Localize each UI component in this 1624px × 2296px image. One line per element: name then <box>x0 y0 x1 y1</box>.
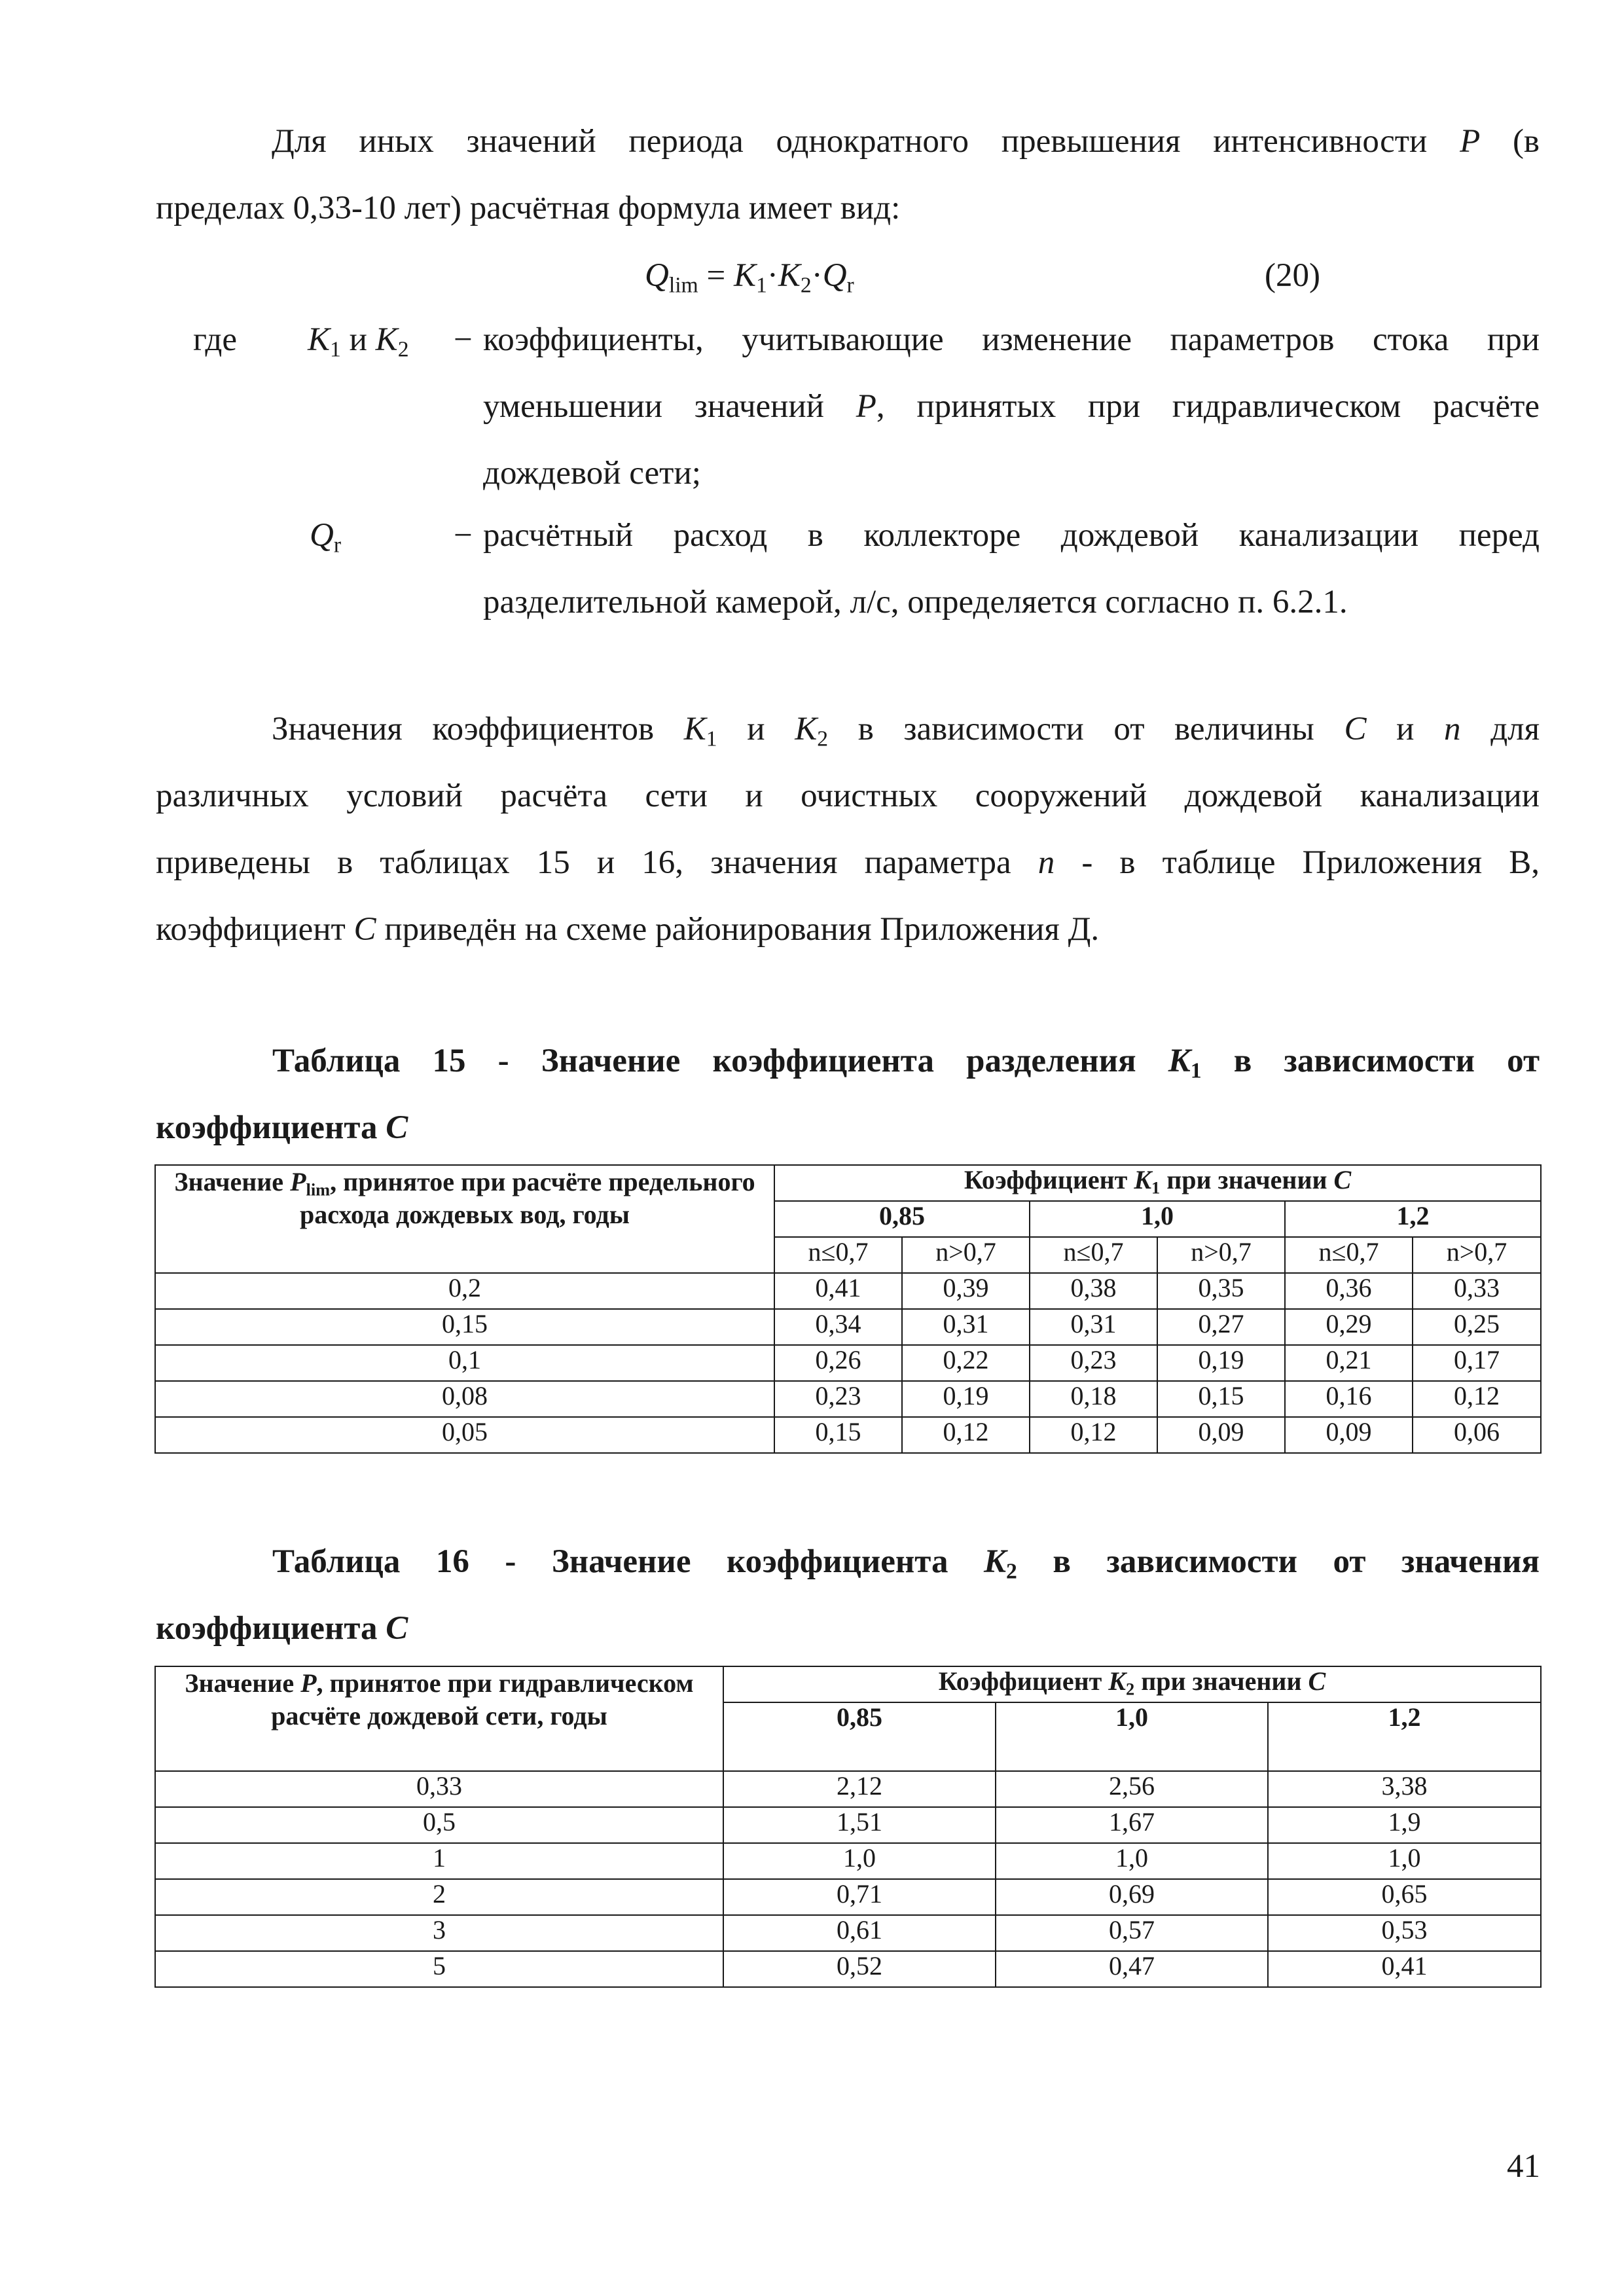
table-row <box>155 1345 1541 1381</box>
table15-cell-period: 0,08 <box>155 1381 774 1417</box>
intro-line-2: пределах 0,33-10 лет) расчётная формула имеет вид: <box>156 190 901 226</box>
table15-cell-period: 0,15 <box>155 1309 774 1345</box>
table15-header-coefficient: Коэффициент $K_1$ при значении C <box>774 1165 1541 1201</box>
table16-header-coefficient: Коэффициент $K_2$ при значении C <box>723 1666 1541 1702</box>
table-15 <box>154 1164 1542 1454</box>
table15-header-n: n>0,7 <box>902 1237 1030 1273</box>
table16-cell: 0,69 <box>996 1879 1268 1915</box>
table15-cell: 0,27 <box>1157 1309 1285 1345</box>
table15-header-c: 0,85 <box>774 1201 1030 1237</box>
table15-cell-period: 0,05 <box>155 1417 774 1453</box>
table-row <box>155 1309 1541 1345</box>
where-term-k1-k2: $K_1$ и $K_2$ <box>308 321 409 362</box>
table16-cell: 0,53 <box>1268 1915 1541 1951</box>
table15-header-period: Значение $P_{lim}$, принятое при расчёте предельного расхода дождевых вод, годы <box>155 1165 774 1273</box>
table16-cell: 1,0 <box>996 1843 1268 1879</box>
where-def1-line2: уменьшении значений P, принятых при гидравлическом расчёте <box>483 388 1540 425</box>
table15-header-n: n≤0,7 <box>774 1237 902 1273</box>
table15-cell-period: 0,2 <box>155 1273 774 1309</box>
table15-cell: 0,31 <box>902 1309 1030 1345</box>
table15-cell: 0,41 <box>774 1273 902 1309</box>
table16-cell: 2,56 <box>996 1771 1268 1807</box>
table15-header-c: 1,0 <box>1030 1201 1285 1237</box>
table16-cell-period: 0,5 <box>155 1807 723 1843</box>
table15-cell: 0,19 <box>902 1381 1030 1417</box>
table15-cell: 0,35 <box>1157 1273 1285 1309</box>
table16-cell: 0,47 <box>996 1951 1268 1987</box>
table16-cell: 1,51 <box>723 1807 996 1843</box>
para2-line-3: приведены в таблицах 15 и 16, значения параметра n - в таблице Приложения В, <box>156 844 1540 881</box>
table16-cell: 1,67 <box>996 1807 1268 1843</box>
table16-cell: 0,41 <box>1268 1951 1541 1987</box>
table15-cell: 0,17 <box>1413 1345 1541 1381</box>
formula-number: (20) <box>1265 257 1320 294</box>
page-number: 41 <box>1507 2148 1540 2185</box>
table-row <box>155 1951 1541 1987</box>
para2-line-2: различных условий расчёта сети и очистных сооружений дождевой канализации <box>156 778 1540 814</box>
table15-cell: 0,12 <box>1413 1381 1541 1417</box>
table-row <box>155 1381 1541 1417</box>
table16-header-c: 1,0 <box>996 1702 1268 1771</box>
table-row <box>155 1807 1541 1843</box>
table16-header-c: 1,2 <box>1268 1702 1541 1771</box>
table16-cell-period: 3 <box>155 1915 723 1951</box>
where-def1-line3: дождевой сети; <box>483 455 701 492</box>
table16-cell-period: 2 <box>155 1879 723 1915</box>
where-def1-line1: коэффициенты, учитывающие изменение параметров стока при <box>483 321 1540 358</box>
intro-line-1: Для иных значений периода однократного превышения интенсивности P (в <box>272 123 1540 160</box>
table15-cell: 0,09 <box>1157 1417 1285 1453</box>
table15-cell: 0,26 <box>774 1345 902 1381</box>
table16-header-period: Значение P, принятое при гидравлическом расчёте дождевой сети, годы <box>155 1666 723 1771</box>
table15-cell: 0,12 <box>902 1417 1030 1453</box>
table16-cell: 0,71 <box>723 1879 996 1915</box>
table15-cell: 0,31 <box>1030 1309 1157 1345</box>
table15-cell: 0,18 <box>1030 1381 1157 1417</box>
formula-20: $Q_{lim} = K_1\cdot K_2\cdot Q_r$ <box>645 257 854 298</box>
table15-cell: 0,38 <box>1030 1273 1157 1309</box>
table16-cell: 0,65 <box>1268 1879 1541 1915</box>
table16-cell: 0,61 <box>723 1915 996 1951</box>
para2-line-4: коэффициент C приведён на схеме районирования Приложения Д. <box>156 911 1100 948</box>
table15-cell: 0,06 <box>1413 1417 1541 1453</box>
where-word: где <box>193 321 237 358</box>
table16-cell-period: 0,33 <box>155 1771 723 1807</box>
table16-cell: 2,12 <box>723 1771 996 1807</box>
table15-cell: 0,09 <box>1285 1417 1413 1453</box>
table15-cell: 0,23 <box>1030 1345 1157 1381</box>
table15-cell: 0,33 <box>1413 1273 1541 1309</box>
table16-cell: 1,0 <box>1268 1843 1541 1879</box>
table16-cell-period: 1 <box>155 1843 723 1879</box>
table16-cell: 0,52 <box>723 1951 996 1987</box>
table15-cell: 0,22 <box>902 1345 1030 1381</box>
table15-caption: Таблица 15 - Значение коэффициента разделения $K_1$ в зависимости от коэффициента C <box>156 1043 1540 1146</box>
table16-cell-period: 5 <box>155 1951 723 1987</box>
table16-cell: 3,38 <box>1268 1771 1541 1807</box>
table15-cell: 0,23 <box>774 1381 902 1417</box>
where-dash-2: − <box>454 517 473 554</box>
table-row <box>155 1417 1541 1453</box>
table15-cell: 0,29 <box>1285 1309 1413 1345</box>
table16-cell: 1,0 <box>723 1843 996 1879</box>
table15-cell: 0,12 <box>1030 1417 1157 1453</box>
table-row <box>155 1273 1541 1309</box>
where-dash-1: − <box>454 321 473 358</box>
table15-cell: 0,25 <box>1413 1309 1541 1345</box>
table16-header-c: 0,85 <box>723 1702 996 1771</box>
table15-cell: 0,15 <box>1157 1381 1285 1417</box>
table15-header-c: 1,2 <box>1285 1201 1541 1237</box>
table16-caption: Таблица 16 - Значение коэффициента $K_2$ в зависимости от значения коэффициента C <box>156 1543 1540 1647</box>
table15-cell: 0,21 <box>1285 1345 1413 1381</box>
table15-cell: 0,39 <box>902 1273 1030 1309</box>
table-row <box>155 1915 1541 1951</box>
table15-cell: 0,36 <box>1285 1273 1413 1309</box>
table15-cell: 0,19 <box>1157 1345 1285 1381</box>
table-row <box>155 1879 1541 1915</box>
table-16 <box>154 1666 1542 1988</box>
table15-cell: 0,34 <box>774 1309 902 1345</box>
table16-cell: 0,57 <box>996 1915 1268 1951</box>
table15-cell: 0,15 <box>774 1417 902 1453</box>
table15-cell-period: 0,1 <box>155 1345 774 1381</box>
table-row <box>155 1771 1541 1807</box>
table-row <box>155 1843 1541 1879</box>
where-def2-line1: расчётный расход в коллекторе дождевой канализации перед <box>483 517 1540 554</box>
where-def2-line2: разделительной камерой, л/с, определяется согласно п. 6.2.1. <box>483 584 1348 620</box>
where-term-qr: $Q_r$ <box>310 517 342 558</box>
table16-cell: 1,9 <box>1268 1807 1541 1843</box>
para2-line-1: Значения коэффициентов $K_1$ и $K_2$ в зависимости от величины C и n для <box>272 711 1540 751</box>
table15-cell: 0,16 <box>1285 1381 1413 1417</box>
table15-header-n: n>0,7 <box>1157 1237 1285 1273</box>
table15-header-n: n≤0,7 <box>1285 1237 1413 1273</box>
table15-header-n: n≤0,7 <box>1030 1237 1157 1273</box>
table15-header-n: n>0,7 <box>1413 1237 1541 1273</box>
